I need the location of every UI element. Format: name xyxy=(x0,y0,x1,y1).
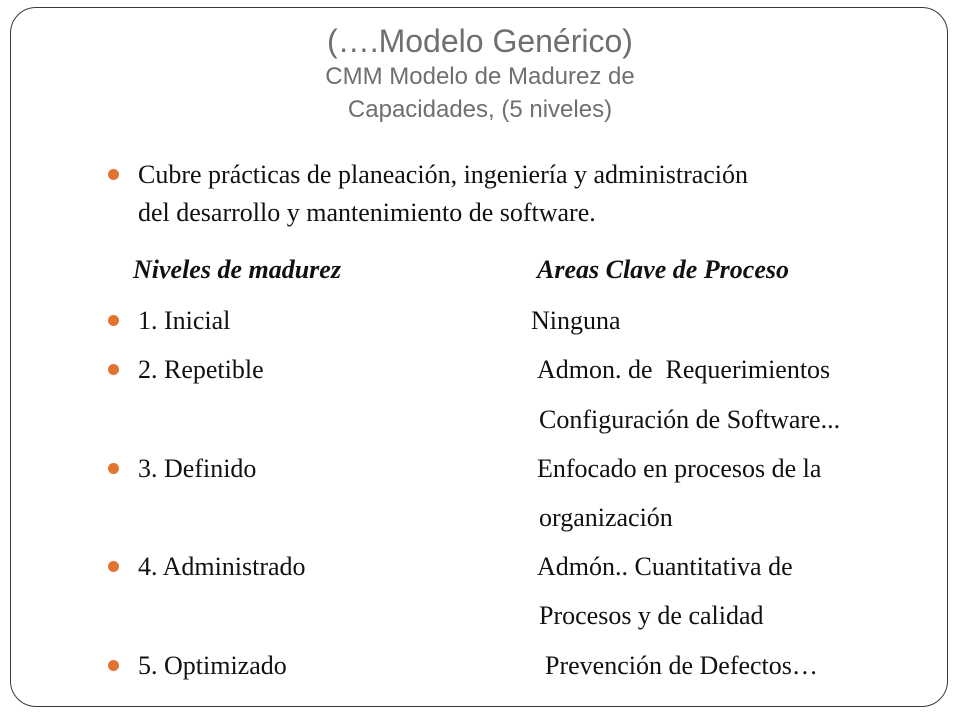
level-area: organización xyxy=(539,503,673,532)
bullet-icon xyxy=(108,561,119,572)
level-area: Prevención de Defectos… xyxy=(545,651,818,680)
bullet-icon xyxy=(108,463,119,474)
title-line-3: Capacidades, (5 niveles) xyxy=(347,96,613,123)
bullet-icon xyxy=(108,660,119,671)
level-name: 5. Optimizado xyxy=(138,651,287,680)
title-line-2: CMM Modelo de Madurez de xyxy=(325,63,635,90)
level-name: 2. Repetible xyxy=(138,355,264,384)
level-area: Admón.. Cuantitativa de xyxy=(537,552,793,581)
intro-line-1: Cubre prácticas de planeación, ingeniería y administración xyxy=(138,160,749,189)
level-area: Procesos y de calidad xyxy=(539,601,764,630)
header-areas: Areas Clave de Proceso xyxy=(537,255,790,284)
intro-line-2: del desarrollo y mantenimiento de software. xyxy=(138,198,596,227)
bullet-icon xyxy=(108,364,119,375)
level-area: Enfocado en procesos de la xyxy=(537,454,822,483)
title-line-1: (….Modelo Genérico) xyxy=(327,23,633,59)
level-name: 1. Inicial xyxy=(138,306,231,335)
level-area: Configuración de Software... xyxy=(539,405,841,434)
level-area: Ninguna xyxy=(531,306,621,335)
level-name: 3. Definido xyxy=(138,454,257,483)
level-name: 4. Administrado xyxy=(138,552,306,581)
header-niveles: Niveles de madurez xyxy=(133,255,341,284)
bullet-icon xyxy=(108,315,119,326)
slide-title xyxy=(60,22,900,126)
level-area: Admon. de Requerimientos xyxy=(537,355,831,384)
bullet-icon xyxy=(108,169,119,180)
